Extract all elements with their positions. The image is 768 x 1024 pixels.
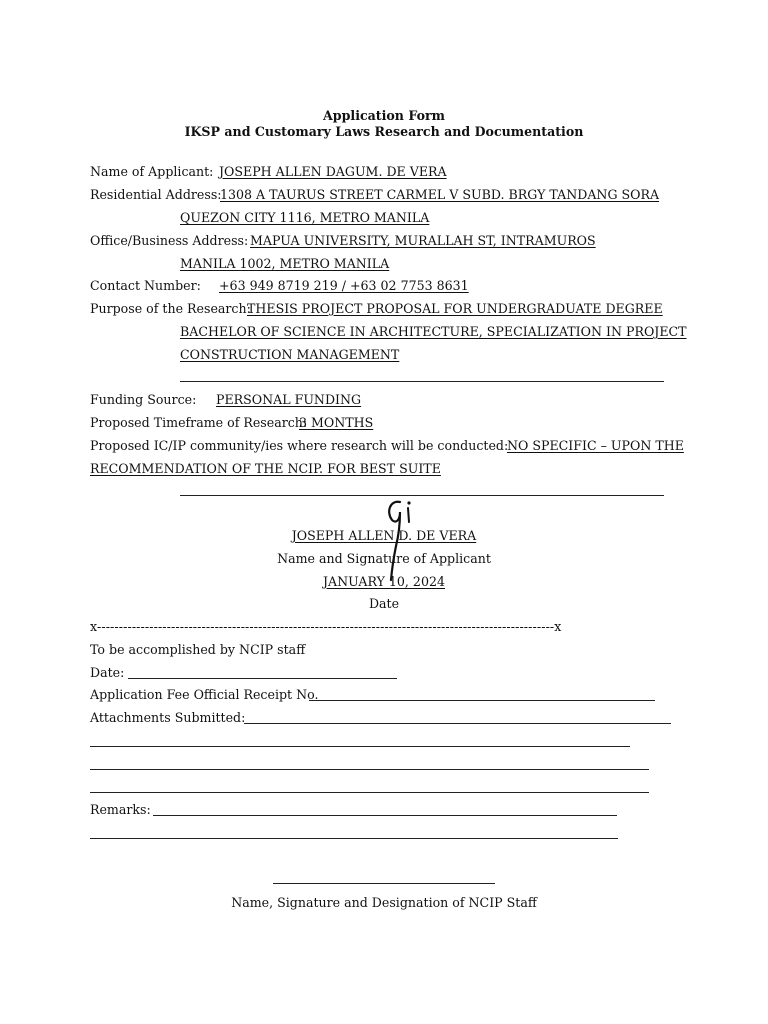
office-line1: MAPUA UNIVERSITY, MURALLAH ST, INTRAMUROS bbox=[250, 233, 596, 248]
purpose-line2: BACHELOR OF SCIENCE IN ARCHITECTURE, SPECIALIZATION IN PROJECT bbox=[180, 324, 687, 339]
signature-name-caption: Name and Signature of Applicant bbox=[277, 551, 491, 566]
remarks-label: Remarks: bbox=[90, 802, 151, 817]
signature-date: JANUARY 10, 2024 bbox=[323, 574, 445, 589]
attachments-blank-4 bbox=[90, 792, 649, 793]
signature-date-caption: Date bbox=[368, 596, 400, 611]
name-label: Name of Applicant: bbox=[90, 164, 214, 179]
receipt-label: Application Fee Official Receipt No. bbox=[90, 687, 319, 702]
residential-label: Residential Address: bbox=[90, 187, 222, 202]
name-value: JOSEPH ALLEN DAGUM. DE VERA bbox=[219, 164, 447, 179]
residential-line2: QUEZON CITY 1116, METRO MANILA bbox=[180, 210, 430, 225]
staff-date-blank bbox=[128, 678, 397, 679]
signature-name: JOSEPH ALLEN D. DE VERA bbox=[291, 528, 477, 543]
purpose-blank-line bbox=[180, 381, 664, 382]
staff-date-label: Date: bbox=[90, 665, 125, 680]
remarks-blank-2 bbox=[90, 838, 618, 839]
timeframe-value: 3 MONTHS bbox=[299, 415, 374, 430]
attachments-blank-2 bbox=[90, 746, 630, 747]
community-label: Proposed IC/IP community/ies where research will be conducted: bbox=[90, 438, 509, 453]
cut-line: x---------------------------------------------------------------------------------------------------------x bbox=[90, 619, 562, 634]
purpose-label: Purpose of the Research: bbox=[90, 301, 251, 316]
purpose-line3: CONSTRUCTION MANAGEMENT bbox=[180, 347, 400, 362]
staff-signature-line bbox=[273, 883, 495, 884]
community-value-line1: NO SPECIFIC – UPON THE bbox=[507, 438, 684, 453]
remarks-blank-1 bbox=[153, 815, 617, 816]
attachments-label: Attachments Submitted: bbox=[90, 710, 246, 725]
office-line2: MANILA 1002, METRO MANILA bbox=[180, 256, 390, 271]
funding-label: Funding Source: bbox=[90, 392, 197, 407]
office-label: Office/Business Address: bbox=[90, 233, 249, 248]
contact-value: +63 949 8719 219 / +63 02 7753 8631 bbox=[219, 278, 469, 293]
staff-caption: Name, Signature and Designation of NCIP Staff bbox=[231, 895, 537, 910]
community-blank-line bbox=[180, 495, 664, 496]
purpose-line1: THESIS PROJECT PROPOSAL FOR UNDERGRADUATE DEGREE bbox=[247, 301, 663, 316]
form-title: Application Form bbox=[323, 108, 445, 123]
attachments-blank-1 bbox=[244, 723, 671, 724]
residential-line1: 1308 A TAURUS STREET CARMEL V SUBD. BRGY TANDANG SORA bbox=[220, 187, 660, 202]
contact-label: Contact Number: bbox=[90, 278, 201, 293]
receipt-blank bbox=[309, 700, 655, 701]
attachments-blank-3 bbox=[90, 769, 649, 770]
form-subtitle: IKSP and Customary Laws Research and Documentation bbox=[184, 124, 584, 139]
funding-value: PERSONAL FUNDING bbox=[216, 392, 362, 407]
timeframe-label: Proposed Timeframe of Research: bbox=[90, 415, 308, 430]
community-value-line2: RECOMMENDATION OF THE NCIP. FOR BEST SUITE bbox=[90, 461, 441, 476]
staff-heading: To be accomplished by NCIP staff bbox=[90, 642, 306, 657]
